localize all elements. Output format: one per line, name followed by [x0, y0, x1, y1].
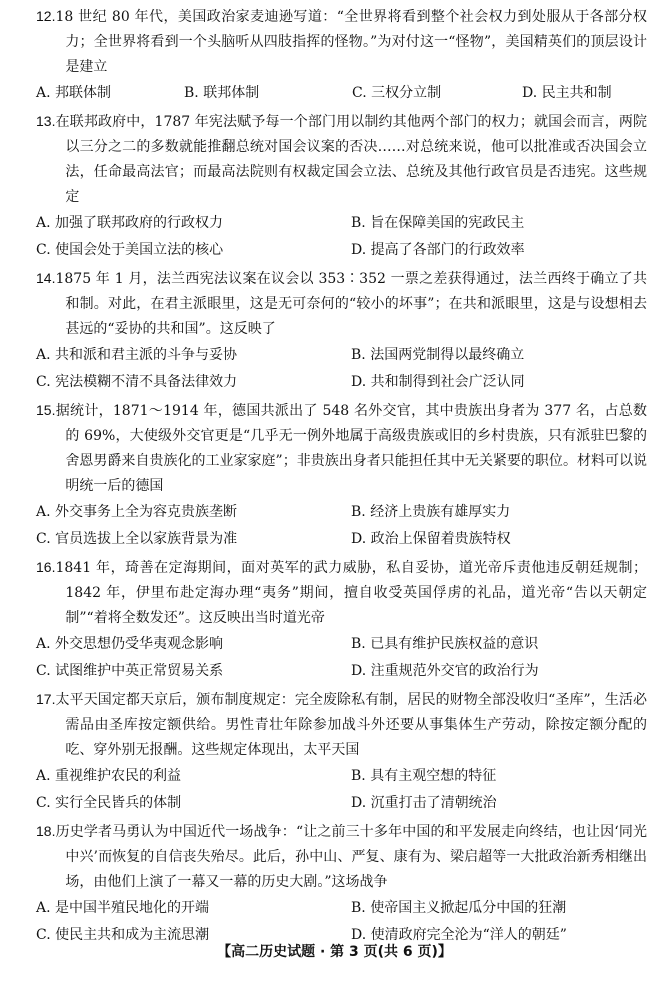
question-17: [36, 687, 647, 817]
option-c: C. 三权分立制: [352, 85, 442, 101]
option-a: A. 外交事务上全为容克贵族垄断: [36, 504, 238, 520]
option-d: D. 提高了各部门的行政效率: [351, 242, 525, 258]
option-a: A. 是中国半殖民地化的开端: [36, 900, 210, 916]
question-number: 16.: [36, 559, 56, 575]
option-list: [36, 80, 647, 107]
option-c: C. 官员选拔上全以家族背景为准: [36, 531, 238, 547]
option-b: B. 具有主观空想的特征: [351, 768, 497, 784]
option-a: A. 邦联体制: [36, 85, 112, 101]
question-stem: [36, 4, 647, 80]
question-stem: [36, 266, 647, 342]
question-number: 17.: [36, 691, 56, 707]
option-b: B. 旨在保障美国的宪政民主: [351, 215, 525, 231]
option-list: [36, 763, 647, 817]
question-number: 13.: [36, 113, 56, 129]
question-stem: [36, 398, 647, 499]
option-a: A. 重视维护农民的利益: [36, 768, 182, 784]
option-a: A. 外交思想仍受华夷观念影响: [36, 636, 224, 652]
option-list: [36, 631, 647, 685]
question-13: [36, 109, 647, 264]
question-text: 在联邦政府中，1787 年宪法赋予每一个部门用以制约其他两个部门的权力；就国会而言，两院以三分之二的多数就能推翻总统对国会议案的否决……对总统来说，他可以批准或否决国会立法，任命最高法官；而最高法院则有权裁定国会立法、总统及其他行政官员是否违宪。这些规定: [55, 114, 647, 205]
option-list: [36, 210, 647, 264]
question-text: 18 世纪 80 年代，美国政治家麦迪逊写道：“全世界将看到整个社会权力到处服从于各部分权力；全世界将看到一个头脑听从四肢指挥的怪物。”为对付这一“怪物”，美国精英们的顶层设计是建立: [55, 9, 647, 75]
question-stem: [36, 109, 647, 210]
question-14: [36, 266, 647, 396]
question-18: [36, 819, 647, 949]
option-b: B. 经济上贵族有雄厚实力: [351, 504, 511, 520]
question-12: [36, 4, 647, 107]
option-b: B. 使帝国主义掀起瓜分中国的狂潮: [351, 900, 567, 916]
question-text: 太平天国定都天京后，颁布制度规定：完全废除私有制，居民的财物全部没收归“圣库”，生活必需品由圣库按定额供给。男性青壮年除参加战斗外还要从事集体生产劳动，除按定额分配的吃、穿外别无报酬。这些规定体现出，太平天国: [55, 692, 647, 758]
option-c: C. 使国会处于美国立法的核心: [36, 242, 224, 258]
option-d: D. 政治上保留着贵族特权: [351, 531, 511, 547]
option-c: C. 宪法模糊不清不具备法律效力: [36, 374, 238, 390]
option-list: [36, 342, 647, 396]
question-number: 15.: [36, 402, 56, 418]
question-16: [36, 555, 647, 685]
question-text: 历史学者马勇认为中国近代一场战争：“让之前三十多年中国的和平发展走向终结，也让因‘同光中兴’而恢复的自信丧失殆尽。此后，孙中山、严复、康有为、梁启超等一大批政治新秀相继出场，由他们上演了一幕又一幕的历史大剧。”这场战争: [55, 824, 647, 890]
option-c: C. 实行全民皆兵的体制: [36, 795, 182, 811]
option-b: B. 联邦体制: [184, 85, 260, 101]
question-number: 12.: [36, 8, 56, 24]
option-list: [36, 499, 647, 553]
option-a: A. 共和派和君主派的斗争与妥协: [36, 347, 238, 363]
question-stem: [36, 819, 647, 895]
question-number: 18.: [36, 823, 56, 839]
question-15: [36, 398, 647, 553]
question-text: 1841 年，琦善在定海期间，面对英军的武力威胁，私自妥协，道光帝斥责他违反朝廷规制；1842 年，伊里布赴定海办理“夷务”期间，擅自收受英国俘虏的礼品，道光帝“告以天朝定制”“着将全数发还”。这反映出当时道光帝: [55, 560, 647, 626]
page-footer: 【高二历史试题 · 第 3 页(共 6 页)】: [217, 944, 452, 960]
question-text: 据统计，1871～1914 年，德国共派出了 548 名外交官，其中贵族出身者为 377 名，占总数的 69%，大使级外交官更是“几乎无一例外地属于高级贵族或旧的乡村贵族，只有派驻巴黎的舍恩男爵来自贵族化的工业家家庭”；非贵族出身者只能担任其中无关紧要的职位。材料可以说明统一后的德国: [55, 403, 647, 494]
option-b: B. 已具有维护民族权益的意识: [351, 636, 539, 652]
option-d: D. 使清政府完全沦为“洋人的朝廷”: [351, 927, 567, 943]
question-text: 1875 年 1 月，法兰西宪法议案在议会以 353∶352 一票之差获得通过，法兰西终于确立了共和制。对此，在君主派眼里，这是无可奈何的“较小的坏事”；在共和派眼里，这是与设想相去甚远的“妥协的共和国”。这反映了: [55, 271, 647, 337]
question-stem: [36, 555, 647, 631]
option-b: B. 法国两党制得以最终确立: [351, 347, 525, 363]
question-number: 14.: [36, 270, 56, 286]
question-list: [36, 4, 647, 949]
option-c: C. 试图维护中英正常贸易关系: [36, 663, 224, 679]
option-d: D. 共和制得到社会广泛认同: [351, 374, 525, 390]
option-a: A. 加强了联邦政府的行政权力: [36, 215, 224, 231]
option-d: D. 沉重打击了清朝统治: [351, 795, 497, 811]
question-stem: [36, 687, 647, 763]
option-d: D. 注重规范外交官的政治行为: [351, 663, 539, 679]
option-d: D. 民主共和制: [522, 85, 612, 101]
option-c: C. 使民主共和成为主流思潮: [36, 927, 210, 943]
